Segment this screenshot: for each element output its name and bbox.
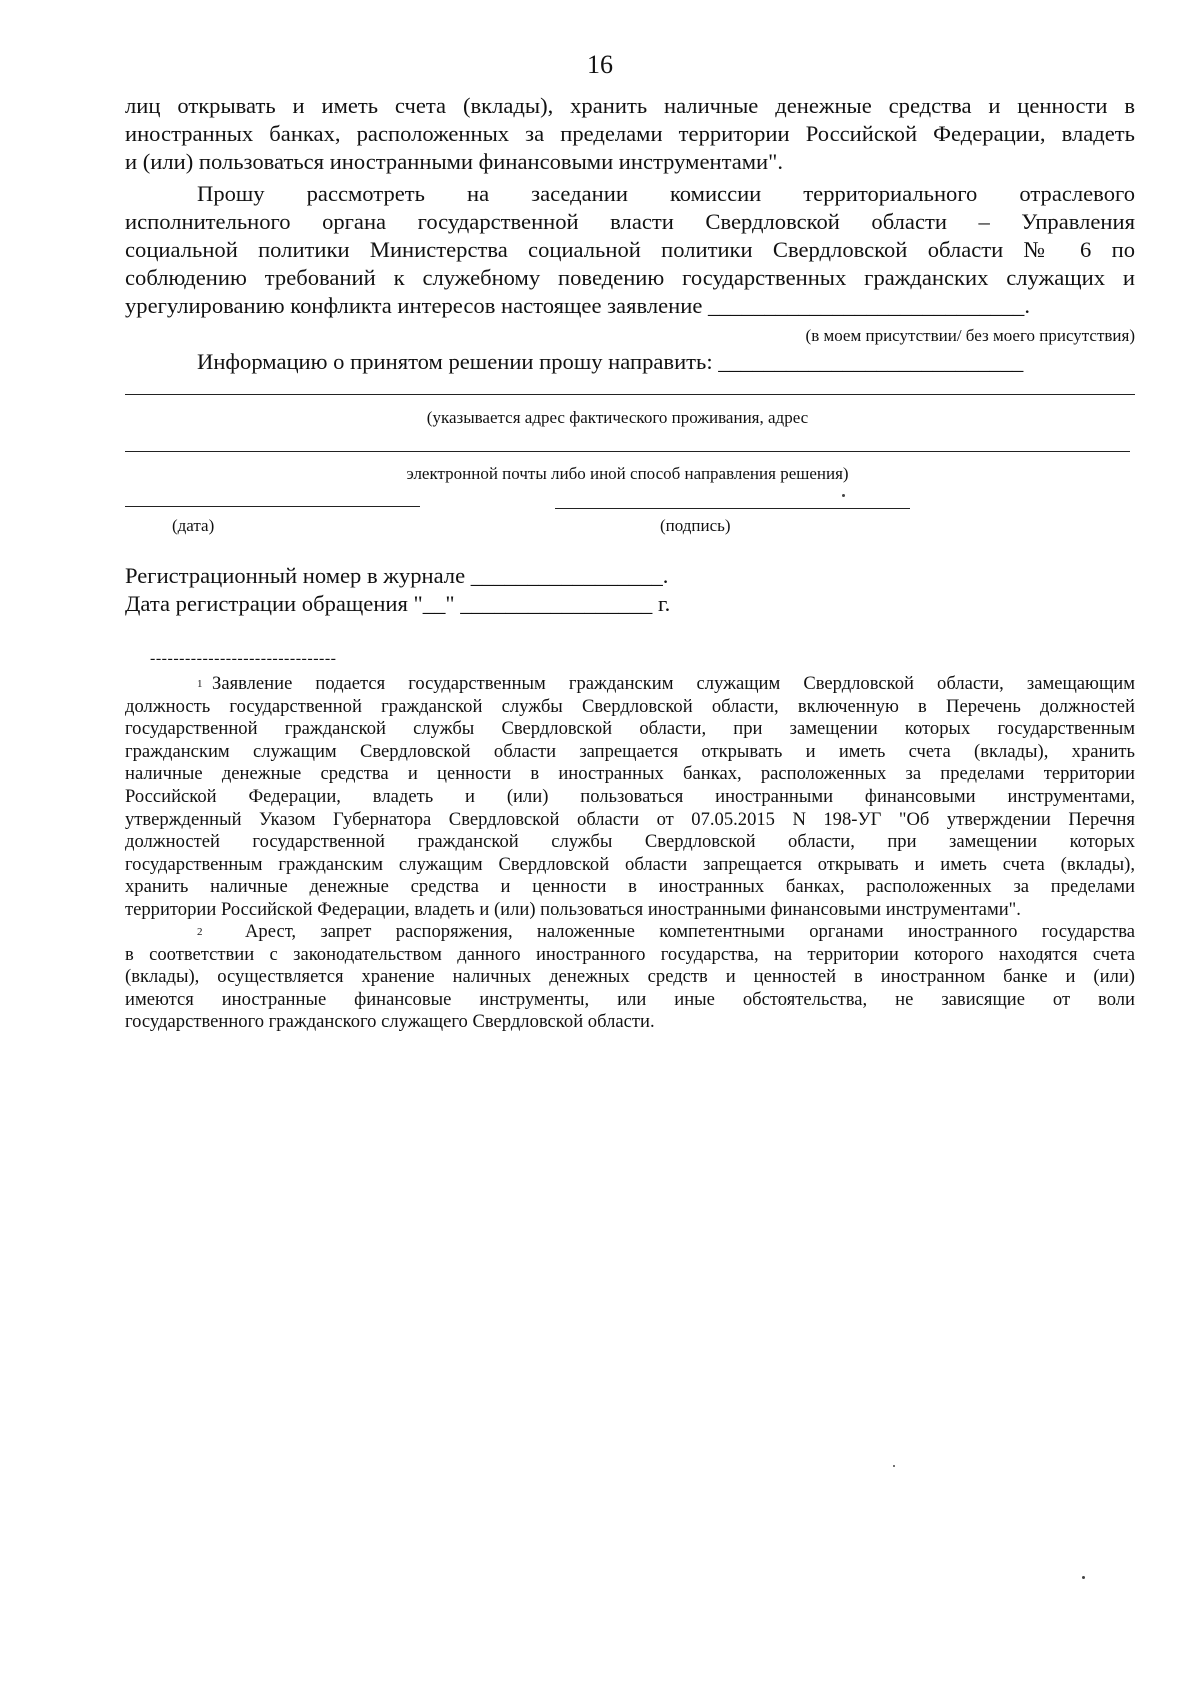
intro-line: лиц открывать и иметь счета (вклады), хранить наличные денежные средства и ценности в [125,93,1135,118]
intro-line: и (или) пользоваться иностранными финансовыми инструментами". [125,149,784,174]
footnote-2-line [125,921,1135,944]
footnote-separator: -------------------------------- [150,650,337,667]
footnote-2-line: государственного гражданского служащего Свердловской области. [125,1011,655,1033]
footnote-1-line: государственным гражданским служащим Свердловской области запрещается открывать и иметь счета (вклады), [125,853,1135,875]
footnote-2-line: в соответствии с законодательством данного иностранного государства, на территории которого находятся счета [125,943,1135,965]
stray-mark [842,494,845,497]
footnote-1-mark: 1 [197,678,203,690]
registration-block [125,562,1135,618]
footnote-1-line: гражданским служащим Свердловской области запрещается открывать и иметь счета (вклады), хранить [125,740,1135,762]
info-line [125,348,1135,376]
signature-caption: (подпись) [660,516,731,535]
footnote-2-line: (вклады), осуществляется хранение наличных денежных средств и ценностей в иностранном банке и (или) [125,966,1135,988]
request-line: исполнительного органа государственной власти Свердловской области – Управления [125,209,1135,234]
footnote-1-line: территории Российской Федерации, владеть и (или) пользоваться иностранными финансовыми инструментами". [125,898,1021,920]
address-caption-2: электронной почты либо иной способ направления решения) [406,464,849,483]
presence-caption: (в моем присутствии/ без моего присутствия) [805,326,1135,345]
footnote-1-line: должностей государственной гражданской службы Свердловской области, при замещении которых [125,831,1135,853]
reg-number-line: Регистрационный номер в журнале _________________. [125,563,669,588]
date-line [125,506,420,507]
scan-speck [1082,1576,1085,1579]
footnote-1-line: утвержденный Указом Губернатора Свердловской области от 07.05.2015 N 198-УГ "Об утверждении Перечня [125,808,1135,830]
info-line-text: Информацию о принятом решении прошу направить: ___________________________ [197,349,1024,374]
request-line: Прошу рассмотреть на заседании комиссии территориального отраслевого [197,181,1135,206]
footnote-1 [125,673,1135,922]
intro-paragraph [125,92,1135,176]
signature-line [555,508,910,509]
footnote-1-line: должность государственной гражданской службы Свердловской области, включенную в Перечень должностей [125,695,1135,717]
request-line: урегулированию конфликта интересов настоящее заявление ____________________________. [125,293,1030,318]
address-line-2 [125,451,1130,452]
footnote-1-first-line-text: Заявление подается государственным гражданским служащим Свердловской области, замещающим [212,673,1135,694]
request-paragraph [125,180,1135,320]
address-caption-1: (указывается адрес фактического проживания, адрес [426,408,809,427]
footnote-2-first-line-text: Арест, запрет распоряжения, наложенные компетентными органами иностранного государства [245,921,1135,942]
intro-line: иностранных банках, расположенных за пределами территории Российской Федерации, владеть [125,121,1135,146]
reg-date-line: Дата регистрации обращения "__" _________________ г. [125,591,671,616]
footnote-1-line: государственной гражданской службы Свердловской области, при замещении которых государственным [125,718,1135,740]
footnote-1-line: наличные денежные средства и ценности в иностранных банках, расположенных за пределами территории [125,763,1135,785]
page-number: 16 [587,50,613,79]
request-line: соблюдению требований к служебному поведению государственных гражданских служащих и [125,265,1135,290]
footnote-2-line: имеются иностранные финансовые инструменты, или иные обстоятельства, не зависящие от воли [125,988,1135,1010]
footnote-2 [125,921,1135,1034]
address-line-1 [125,394,1135,395]
footnote-2-mark: 2 [197,926,203,938]
footnote-1-line: хранить наличные денежные средства и ценности в иностранных банках, расположенных за пределами [125,876,1135,898]
date-caption: (дата) [172,516,215,535]
scan-speck [893,1465,895,1467]
request-line: социальной политики Министерства социальной политики Свердловской области № 6 по [125,237,1135,262]
footnote-1-line [125,673,1135,696]
footnote-1-line: Российской Федерации, владеть и (или) пользоваться иностранными финансовыми инструментами, [125,785,1135,807]
